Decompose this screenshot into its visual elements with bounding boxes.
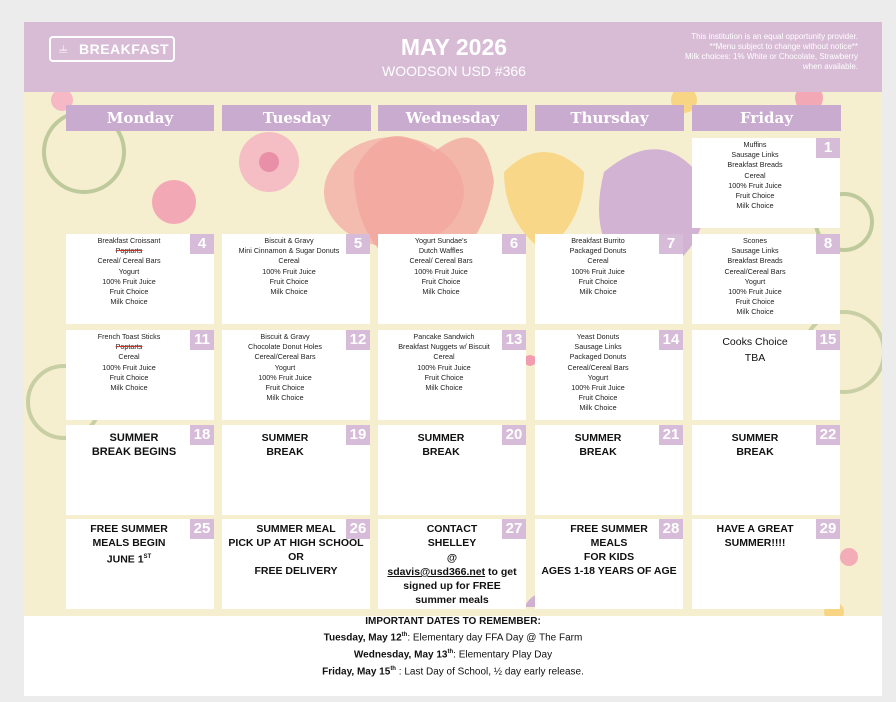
menu-text: SUMMER BREAK BEGINS — [91, 432, 177, 458]
day-number: 5 — [346, 234, 370, 254]
menu-text: Cooks Choice TBA — [722, 336, 788, 364]
day-number: 12 — [346, 330, 370, 350]
day-number: 19 — [346, 425, 370, 445]
breakfast-badge — [49, 36, 175, 62]
menu-text: Yeast Donuts Sausage Links Packaged Donuts Cereal/Cereal Bars Yogurt 100% Fruit Juice Fruit Choice Milk Choice — [567, 332, 629, 413]
month-title: MAY 2026 — [400, 34, 508, 60]
day-number: 26 — [346, 519, 370, 539]
day-header-thursday: Thursday — [535, 105, 684, 131]
day-number: 1 — [816, 138, 840, 158]
important-item: Tuesday, May 12th: Elementary day FFA Day @ The Farm — [323, 632, 583, 644]
day-cell-26 — [222, 519, 370, 609]
day-cell-25 — [66, 519, 214, 609]
fork-icon: ⫨ — [58, 40, 68, 57]
menu-text: SUMMER MEAL PICK UP AT HIGH SCHOOL OR FREE DELIVERY — [228, 523, 364, 577]
menu-text: Breakfast Burrito Packaged Donuts Cereal 100% Fruit Juice Fruit Choice Milk Choice — [569, 236, 627, 297]
important-dates — [24, 616, 882, 696]
menu-text: Biscuit & Gravy Chocolate Donut Holes Cereal/Cereal Bars Yogurt 100% Fruit Juice Fruit Choice Milk Choice — [248, 332, 322, 403]
day-cell-12 — [222, 330, 370, 420]
day-number: 14 — [659, 330, 683, 350]
day-cell-14 — [535, 330, 683, 420]
day-cell-18 — [66, 425, 214, 515]
day-header-monday: Monday — [66, 105, 214, 131]
menu-text: Yogurt Sundae's Dutch Waffles Cereal/ Cereal Bars 100% Fruit Juice Fruit Choice Milk Choice — [409, 236, 473, 297]
menu-text: SUMMER BREAK — [731, 432, 779, 458]
day-number: 27 — [502, 519, 526, 539]
day-cell-15 — [692, 330, 840, 420]
day-number: 25 — [190, 519, 214, 539]
menu-text: FREE SUMMER MEALS FOR KIDS AGES 1-18 YEARS OF AGE — [541, 523, 677, 577]
notice-text: This institution is an equal opportunity provider. **Menu subject to change without notice** Milk choices: 1% White or Chocolate, Strawberry when available. — [685, 32, 858, 71]
day-cell-7 — [535, 234, 683, 324]
menu-text: Scones Sausage Links Breakfast Breads Cereal/Cereal Bars Yogurt 100% Fruit Juice Fruit Choice Milk Choice — [724, 236, 786, 317]
day-number: 6 — [502, 234, 526, 254]
day-number: 29 — [816, 519, 840, 539]
day-header-tuesday: Tuesday — [222, 105, 371, 131]
day-number: 18 — [190, 425, 214, 445]
day-number: 20 — [502, 425, 526, 445]
day-number: 11 — [190, 330, 214, 350]
day-number: 8 — [816, 234, 840, 254]
calendar-sheet — [24, 22, 882, 616]
day-cell-27 — [378, 519, 526, 609]
day-cell-19 — [222, 425, 370, 515]
day-cell-11 — [66, 330, 214, 420]
day-cell-29 — [692, 519, 840, 609]
day-number: 7 — [659, 234, 683, 254]
menu-text: SUMMER BREAK — [417, 432, 465, 458]
important-title: IMPORTANT DATES TO REMEMBER: — [365, 616, 541, 627]
day-header-friday: Friday — [692, 105, 841, 131]
menu-text: Biscuit & Gravy Mini Cinnamon & Sugar Donuts Cereal 100% Fruit Juice Fruit Choice Milk Choice — [238, 236, 340, 297]
day-cell-28 — [535, 519, 683, 609]
day-cell-20 — [378, 425, 526, 515]
day-number: 4 — [190, 234, 214, 254]
day-cell-13 — [378, 330, 526, 420]
day-header-wednesday: Wednesday — [378, 105, 527, 131]
menu-text: SUMMER BREAK — [574, 432, 622, 458]
badge-label: BREAKFAST — [79, 41, 170, 57]
menu-text: SUMMER BREAK — [261, 432, 309, 458]
day-number: 15 — [816, 330, 840, 350]
day-cell-8 — [692, 234, 840, 324]
day-cell-5 — [222, 234, 370, 324]
important-item: Wednesday, May 13th: Elementary Play Day — [353, 649, 553, 661]
day-cell-6 — [378, 234, 526, 324]
email-link[interactable]: sdavis@usd366.net — [387, 565, 486, 578]
day-cell-4 — [66, 234, 214, 324]
day-number: 21 — [659, 425, 683, 445]
day-number: 22 — [816, 425, 840, 445]
menu-text: Muffins Sausage Links Breakfast Breads Cereal 100% Fruit Juice Fruit Choice Milk Choice — [727, 140, 783, 211]
menu-text: HAVE A GREAT SUMMER!!!! — [716, 523, 794, 549]
header-banner — [24, 22, 882, 92]
district-name: WOODSON USD #366 — [382, 63, 526, 79]
day-cell-1 — [692, 138, 840, 228]
day-cell-22 — [692, 425, 840, 515]
menu-text: Pancake Sandwich Breakfast Nuggets w/ Biscuit Cereal 100% Fruit Juice Fruit Choice Milk Choice — [398, 332, 490, 393]
menu-text: French Toast Sticks Poptarts Cereal 100% Fruit Juice Fruit Choice Milk Choice — [97, 332, 161, 393]
important-item: Friday, May 15th : Last Day of School, ½ day early release. — [322, 666, 584, 678]
day-number: 13 — [502, 330, 526, 350]
menu-text: Breakfast Croissant Poptarts Cereal/ Cereal Bars Yogurt 100% Fruit Juice Fruit Choice Milk Choice — [97, 236, 161, 307]
menu-text: CONTACT SHELLEY @ sdavis@usd366.net to get signed up for FREE summer meals — [387, 523, 517, 607]
day-cell-21 — [535, 425, 683, 515]
day-number: 28 — [659, 519, 683, 539]
menu-text: FREE SUMMER MEALS BEGIN JUNE 1ST — [90, 523, 168, 566]
